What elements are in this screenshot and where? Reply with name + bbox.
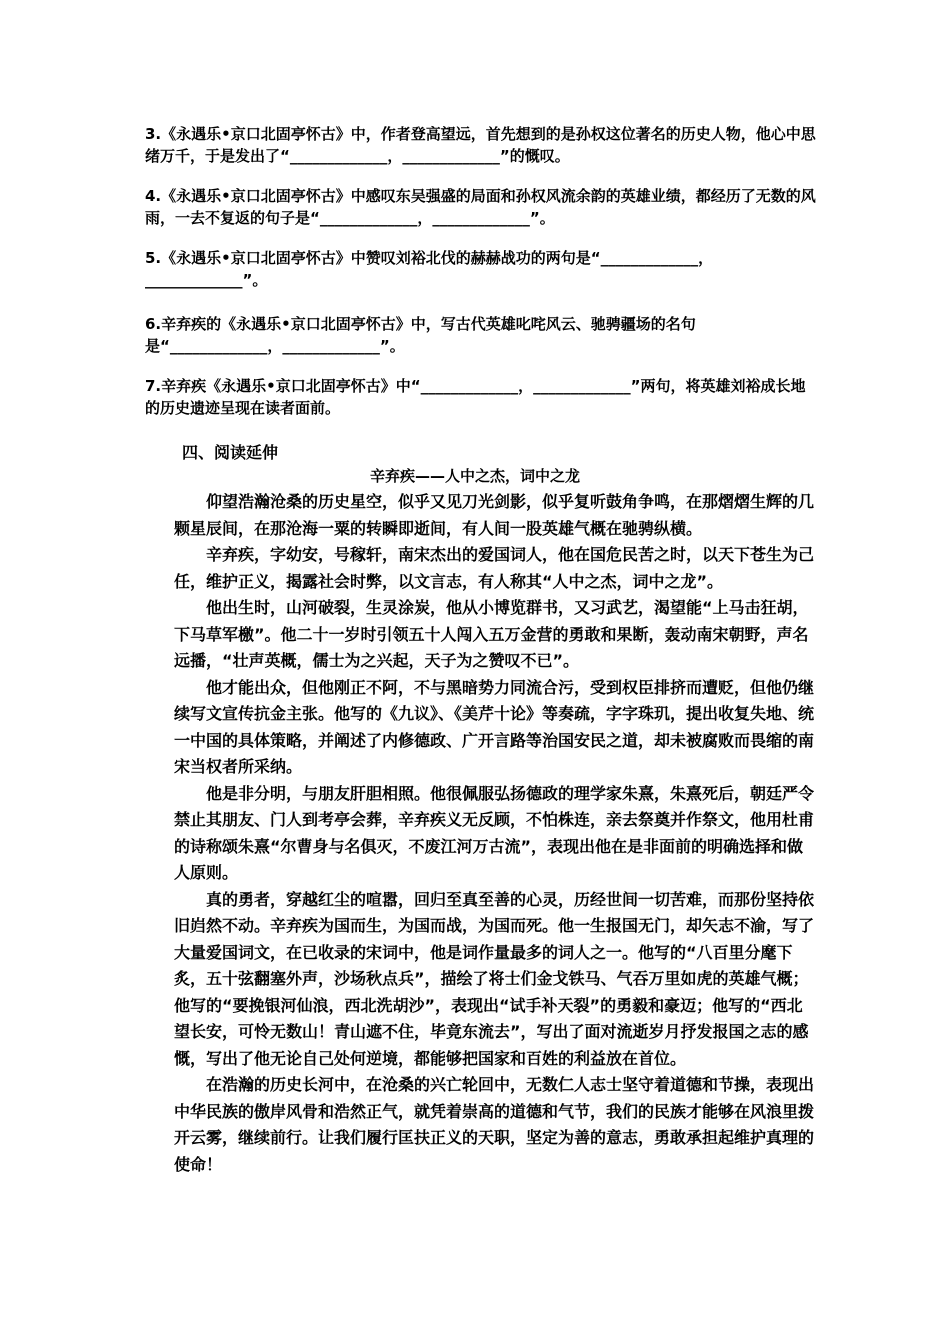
article-paragraph: 在浩瀚的历史长河中，在沧桑的兴亡轮回中，无数仁人志士坚守着道德和节操，表现出中华民族的傲岸风骨和浩然正气，就凭着崇高的道德和气节，我们的民族才能够在风浪里拨开云雾，继续前行。让我们履行匡扶正义的天职，坚定为善的意志，勇敢承担起维护真理的使命！ [174, 1075, 815, 1174]
question-3: 3.《永遇乐•京口北固亭怀古》中，作者登高望远，首先想到的是孙权这位著名的历史人物，他心中思绪万千，于是发出了“_____________，_____________”的慨叹。 [145, 125, 816, 165]
article-paragraph: 真的勇者，穿越红尘的喧嚣，回归至真至善的心灵，历经世间一切苦难，而那份坚持依旧岿然不动。辛弃疾为国而生，为国而战，为国而死。他一生报国无门，却矢志不渝，写了大量爱国词文，在已收录的宋词中，他是词作量最多的词人之一。他写的“八百里分麾下炙，五十弦翻塞外声，沙场秋点兵”，描绘了将士们金戈铁马、气吞万里如虎的英雄气概；他写的“要挽银河仙浪，西北洗胡沙”，表现出“试手补天裂”的勇毅和豪迈；他写的“西北望长安，可怜无数山！青山遮不住，毕竟东流去”，写出了面对流逝岁月抒发报国之志的感慨，写出了他无论自己处何逆境，都能够把国家和百姓的利益放在首位。 [174, 889, 815, 1068]
article-paragraph: 他出生时，山河破裂，生灵涂炭，他从小博览群书，又习武艺，渴望能“上马击狂胡，下马草军檄”。他二十一岁时引领五十人闯入五万金营的勇敢和果断，轰动南宋朝野，声名远播，“壮声英概，儒士为之兴起，天子为之赞叹不已”。 [174, 598, 809, 670]
article-paragraph: 他才能出众，但他刚正不阿，不与黑暗势力同流合污，受到权臣排挤而遭贬，但他仍继续写文宣传抗金主张。他写的《九议》、《美芹十论》等奏疏，字字珠玑，提出收复失地、统一中国的具体策略，并阐述了内修德政、广开言路等治国安民之道，却未被腐败而畏缩的南宋当权者所采纳。 [174, 677, 815, 776]
question-6: 6.辛弃疾的《永遇乐•京口北固亭怀古》中，写古代英雄叱咤风云、驰骋疆场的名句是“_____________，_____________”。 [145, 315, 696, 355]
question-5: 5.《永遇乐•京口北固亭怀古》中赞叹刘裕北伐的赫赫战功的两句是“_____________，_____________”。 [145, 249, 714, 289]
section-heading: 四、阅读延伸 [182, 443, 279, 462]
article-paragraph: 仰望浩瀚沧桑的历史星空，似乎又见刀光剑影，似乎复听鼓角争鸣，在那熠熠生辉的几颗星辰间，在那沧海一粟的转瞬即逝间，有人间一股英雄气概在驰骋纵横。 [174, 492, 815, 538]
article-body [174, 489, 814, 1178]
question-4: 4.《永遇乐•京口北固亭怀古》中感叹东吴强盛的局面和孙权风流余韵的英雄业绩，都经历了无数的风雨，一去不复返的句子是“_____________，_____________”。 [145, 187, 816, 227]
question-7: 7.辛弃疾《永遇乐•京口北固亭怀古》中“_____________，_____________”两句，将英雄刘裕成长地的历史遗迹呈现在读者面前。 [145, 377, 806, 417]
article-paragraph: 他是非分明，与朋友肝胆相照。他很佩服弘扬德政的理学家朱熹，朱熹死后，朝廷严令禁止其朋友、门人到考亭会葬，辛弃疾义无反顾，不怕株连，亲去祭奠并作祭文，他用杜甫的诗称颂朱熹“尔曹身与名俱灭，不废江河万古流”，表现出他在是非面前的明确选择和做人原则。 [174, 783, 815, 882]
article-paragraph: 辛弃疾，字幼安，号稼轩，南宋杰出的爱国词人，他在国危民苦之时，以天下苍生为己任，维护正义，揭露社会时弊，以文言志，有人称其“人中之杰，词中之龙”。 [174, 545, 815, 591]
article-title: 辛弃疾——人中之杰，词中之龙 [369, 467, 580, 485]
